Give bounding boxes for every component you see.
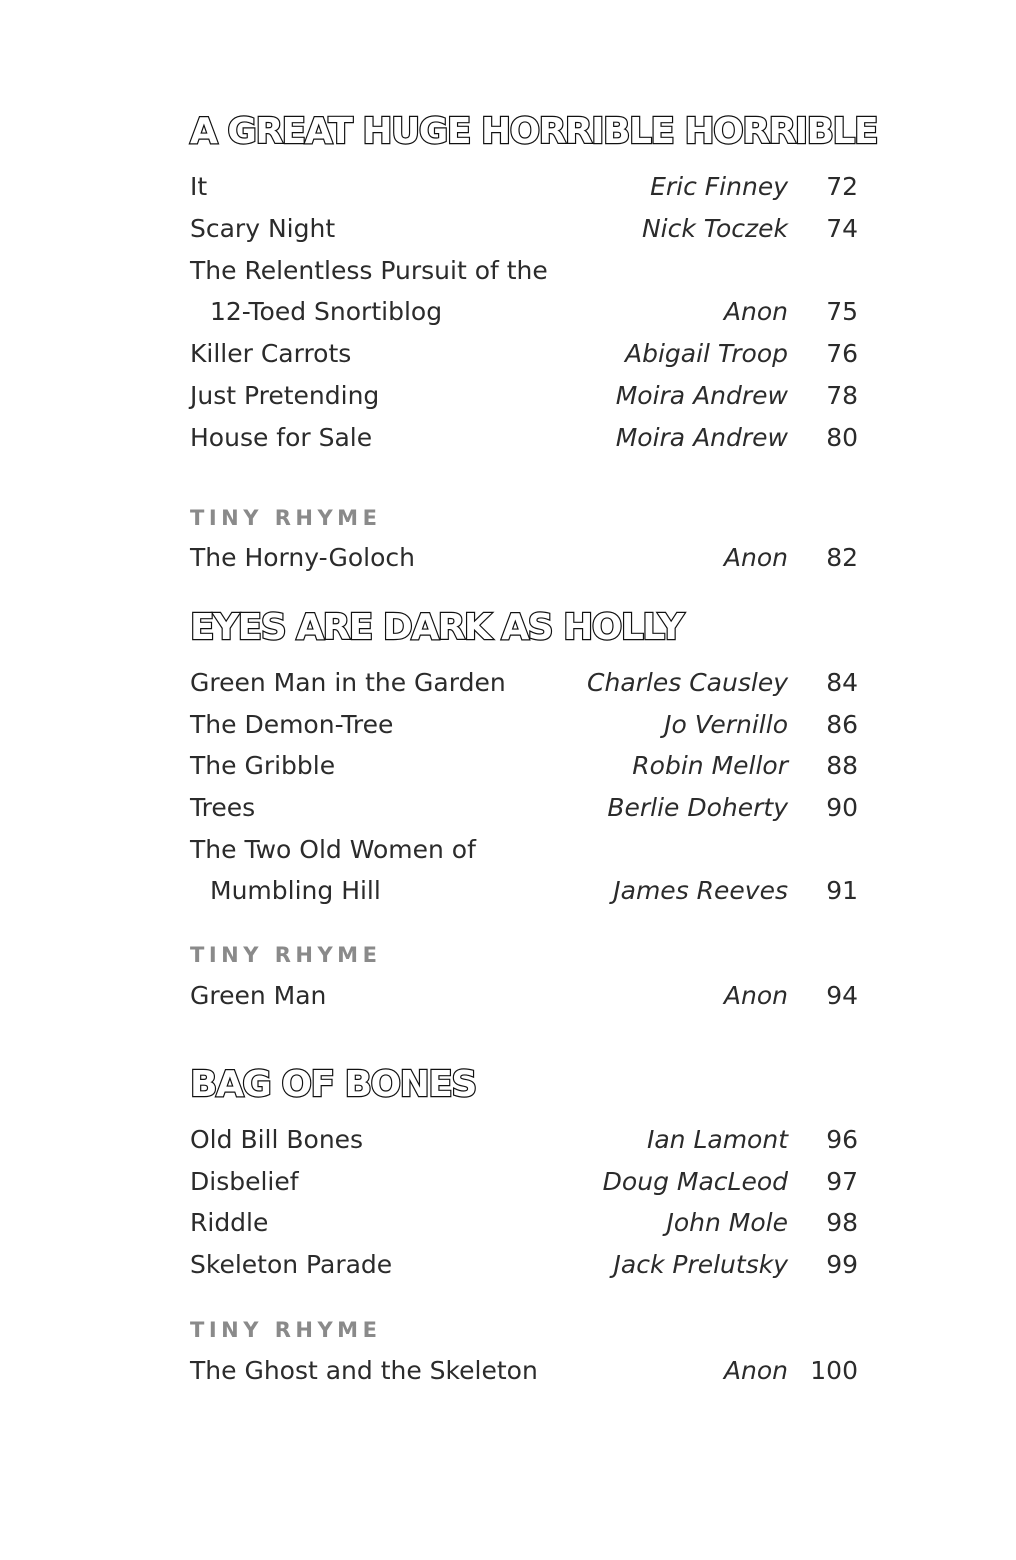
poem-title: It: [190, 172, 208, 201]
toc-entry-gribble[interactable]: [190, 745, 858, 787]
poem-title: Old Bill Bones: [190, 1125, 364, 1154]
poem-author: Moira Andrew: [615, 423, 788, 452]
poem-author: Ian Lamont: [646, 1125, 788, 1154]
toc-entry-green-man[interactable]: [190, 975, 858, 1017]
toc-entry-scary-night[interactable]: [190, 208, 858, 250]
poem-title-continued: 12-Toed Snortiblog: [210, 297, 443, 326]
poem-title: Green Man: [190, 981, 327, 1010]
toc-entry-disbelief[interactable]: [190, 1161, 858, 1203]
poem-title: The Demon-Tree: [190, 710, 394, 739]
toc-entry-relentless-pursuit-line1[interactable]: [190, 250, 858, 292]
section-heading-great-huge-horrible: A GREAT HUGE HORRIBLE HORRIBLE: [190, 111, 878, 152]
section-heading-eyes-dark-as-holly: EYES ARE DARK AS HOLLY: [190, 607, 683, 648]
page-number: 76: [826, 339, 858, 368]
poem-author: Moira Andrew: [615, 381, 788, 410]
poem-title: The Two Old Women of: [190, 835, 476, 864]
page-number: 98: [826, 1208, 858, 1237]
tiny-rhyme-label: TINY RHYME: [190, 943, 382, 967]
page-number: 78: [826, 381, 858, 410]
poem-author: Jack Prelutsky: [613, 1250, 788, 1279]
tiny-rhyme-label: TINY RHYME: [190, 1318, 382, 1342]
toc-entry-it[interactable]: [190, 166, 858, 208]
toc-entry-old-bill-bones[interactable]: [190, 1119, 858, 1161]
poem-author: Charles Causley: [587, 668, 788, 697]
page-number: 80: [826, 423, 858, 452]
poem-title: Trees: [190, 793, 256, 822]
page-number: 82: [826, 543, 858, 572]
poem-title: Scary Night: [190, 214, 336, 243]
page-number: 100: [810, 1356, 858, 1385]
poem-title: House for Sale: [190, 423, 373, 452]
poem-title: The Horny-Goloch: [190, 543, 416, 572]
poem-title: Killer Carrots: [190, 339, 352, 368]
poem-title: The Ghost and the Skeleton: [190, 1356, 538, 1385]
poem-title: Disbelief: [190, 1167, 299, 1196]
toc-entry-demon-tree[interactable]: [190, 704, 858, 746]
toc-entry-killer-carrots[interactable]: [190, 333, 858, 375]
poem-title-continued: Mumbling Hill: [210, 876, 381, 905]
toc-entry-ghost-and-skeleton[interactable]: [190, 1350, 858, 1392]
page-number: 72: [826, 172, 858, 201]
poem-title: Green Man in the Garden: [190, 668, 506, 697]
section-heading-bag-of-bones: BAG OF BONES: [190, 1064, 476, 1105]
page-number: 84: [826, 668, 858, 697]
poem-title: Just Pretending: [190, 381, 380, 410]
poem-author: John Mole: [666, 1208, 788, 1237]
toc-entry-skeleton-parade[interactable]: [190, 1244, 858, 1286]
poem-author: Anon: [723, 297, 788, 326]
poem-author: Abigail Troop: [624, 339, 788, 368]
poem-author: Anon: [723, 543, 788, 572]
tiny-rhyme-label: TINY RHYME: [190, 506, 382, 530]
toc-entry-just-pretending[interactable]: [190, 375, 858, 417]
toc-entry-two-old-women-line2[interactable]: [190, 870, 858, 912]
poem-author: Berlie Doherty: [607, 793, 788, 822]
poem-author: Robin Mellor: [632, 751, 788, 780]
poem-title: Skeleton Parade: [190, 1250, 393, 1279]
poem-author: Eric Finney: [650, 172, 788, 201]
page-number: 86: [826, 710, 858, 739]
page-number: 90: [826, 793, 858, 822]
poem-author: Anon: [723, 1356, 788, 1385]
toc-entry-trees[interactable]: [190, 787, 858, 829]
page-number: 88: [826, 751, 858, 780]
page-number: 97: [826, 1167, 858, 1196]
poem-title: The Relentless Pursuit of the: [190, 256, 548, 285]
toc-entry-riddle[interactable]: [190, 1202, 858, 1244]
page-number: 94: [826, 981, 858, 1010]
toc-entry-two-old-women-line1[interactable]: [190, 829, 858, 871]
toc-entry-green-man-in-the-garden[interactable]: [190, 662, 858, 704]
poem-author: Doug MacLeod: [602, 1167, 788, 1196]
poem-author: Anon: [723, 981, 788, 1010]
page-number: 91: [826, 876, 858, 905]
page-number: 75: [826, 297, 858, 326]
page-number: 96: [826, 1125, 858, 1154]
toc-entry-house-for-sale[interactable]: [190, 417, 858, 459]
poem-author: Jo Vernillo: [664, 710, 788, 739]
toc-entry-relentless-pursuit-line2[interactable]: [190, 291, 858, 333]
poem-author: Nick Toczek: [641, 214, 788, 243]
page-number: 74: [826, 214, 858, 243]
poem-author: James Reeves: [613, 876, 788, 905]
toc-entry-horny-goloch[interactable]: [190, 537, 858, 579]
page-number: 99: [826, 1250, 858, 1279]
poem-title: The Gribble: [190, 751, 336, 780]
poem-title: Riddle: [190, 1208, 269, 1237]
